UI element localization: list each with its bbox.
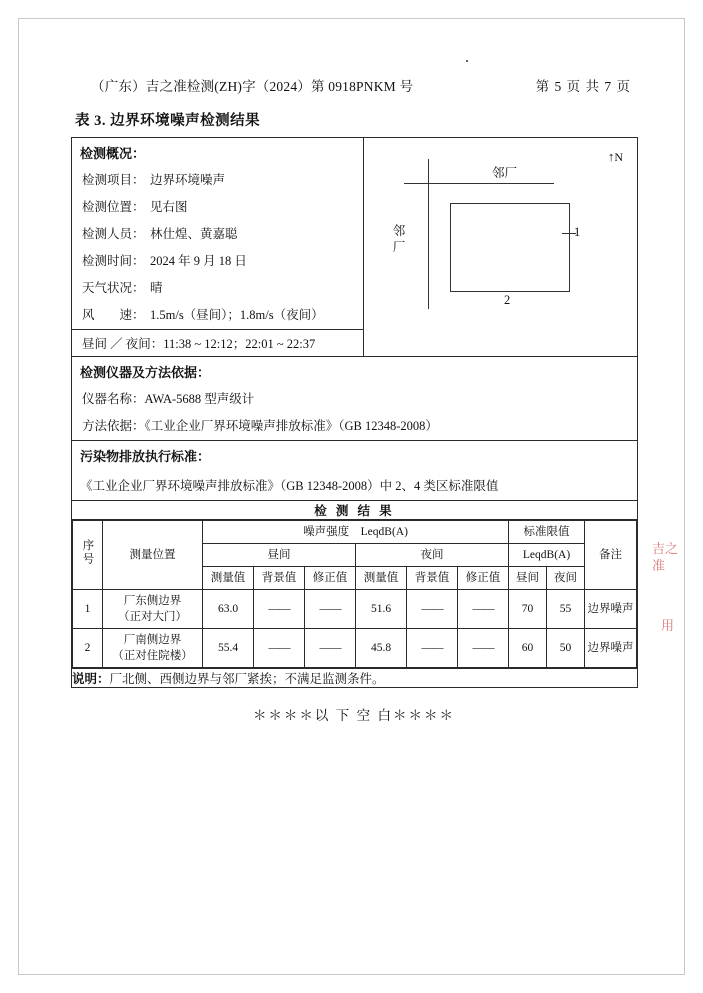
cell-night-measured: 45.8 xyxy=(356,629,407,668)
col-header-night: 夜间 xyxy=(356,544,509,567)
cell-limit-day: 60 xyxy=(509,629,547,668)
col-header-intensity: 噪声强度 LeqdB(A) xyxy=(203,521,509,544)
cell-limit-day: 70 xyxy=(509,590,547,629)
cell-day-corrected: —— xyxy=(305,590,356,629)
note-cell xyxy=(72,669,638,688)
overview-item xyxy=(72,275,363,302)
cell-seq: 2 xyxy=(73,629,103,668)
col-header-night-background: 背景值 xyxy=(407,567,458,590)
col-header-remark: 备注 xyxy=(585,521,637,590)
cell-night-background: —— xyxy=(407,629,458,668)
map-point-1: 1 xyxy=(574,224,581,239)
col-header-day: 昼间 xyxy=(203,544,356,567)
col-header-seq-label: 序号 xyxy=(81,539,94,566)
overview-item-label: 检测时间： xyxy=(82,254,145,268)
instrument-name xyxy=(72,386,637,413)
north-indicator xyxy=(608,149,623,165)
instrument-method-value: 《工业企业厂界环境噪声排放标准》（GB 12348-2008） xyxy=(144,419,438,433)
col-header-limit-unit: LeqdB(A) xyxy=(509,544,585,567)
site-map-cell xyxy=(364,138,638,357)
cell-location xyxy=(103,629,203,668)
cell-remark: 边界噪声 xyxy=(585,590,637,629)
col-header-day-corrected: 修正值 xyxy=(305,567,356,590)
north-label: N xyxy=(614,149,623,164)
overview-cell xyxy=(72,138,364,357)
col-header-night-measured: 测量值 xyxy=(356,567,407,590)
table-caption: 表 3. 边界环境噪声检测结果 xyxy=(75,113,261,129)
results-table-row xyxy=(72,520,638,669)
red-stamp-text-2: 用 xyxy=(660,618,674,633)
instrument-cell xyxy=(72,357,638,441)
overview-item-label: 风 速： xyxy=(82,308,145,322)
overview-item-value: 见右图 xyxy=(150,200,188,214)
cell-day-corrected: —— xyxy=(305,629,356,668)
page-number: 第 5 页 共 7 页 xyxy=(535,79,631,94)
standard-value: 《工业企业厂界环境噪声排放标准》（GB 12348-2008）中 2、4 类区标准限值 xyxy=(80,479,499,493)
standard-title: 污染物排放执行标准： xyxy=(80,449,211,464)
cell-location-line1: 厂南侧边界 xyxy=(123,634,182,646)
overview-item-value: 林仕煌、黄嘉聪 xyxy=(150,227,238,241)
cell-night-background: —— xyxy=(407,590,458,629)
red-stamp-text: 吉之准 xyxy=(652,541,679,573)
cell-day-background: —— xyxy=(254,629,305,668)
overview-item xyxy=(72,248,363,275)
note-label: 说明： xyxy=(72,672,110,686)
instrument-name-value: AWA-5688 型声级计 xyxy=(144,392,255,406)
overview-item xyxy=(72,302,363,329)
instrument-method-label: 方法依据： xyxy=(82,419,145,433)
cell-day-measured: 55.4 xyxy=(203,629,254,668)
overview-item-label: 天气状况： xyxy=(82,281,145,295)
instrument-row xyxy=(72,357,638,441)
cell-night-corrected: —— xyxy=(458,629,509,668)
overview-item-label: 检测项目： xyxy=(82,173,145,187)
overview-item-value: 边界环境噪声 xyxy=(150,173,226,187)
cell-location-line2: （正对大门） xyxy=(118,611,187,623)
standard-row xyxy=(72,441,638,501)
overview-daynight: 昼间 ／ 夜间：11:38 ~ 12:12；22:01 ~ 22:37 xyxy=(72,329,363,356)
overview-item-label: 检测人员： xyxy=(82,227,145,241)
map-point-1-tick-v xyxy=(569,225,570,241)
table-row xyxy=(73,590,637,629)
instrument-name-label: 仪器名称： xyxy=(82,392,145,406)
cell-night-corrected: —— xyxy=(458,590,509,629)
col-header-limit: 标准限值 xyxy=(509,521,585,544)
cell-seq: 1 xyxy=(73,590,103,629)
map-road-horizontal xyxy=(404,183,554,184)
col-header-day-measured: 测量值 xyxy=(203,567,254,590)
blank-marker: ＊＊＊＊以 下 空 白＊＊＊＊ xyxy=(252,708,456,723)
col-header-day-background: 背景值 xyxy=(254,567,305,590)
instrument-method xyxy=(72,413,637,440)
table-row xyxy=(73,629,637,668)
overview-item-value: 1.5m/s（昼间）；1.8m/s（夜间） xyxy=(150,308,324,322)
scanned-sheet xyxy=(18,18,685,975)
cell-day-measured: 63.0 xyxy=(203,590,254,629)
col-header-location: 测量位置 xyxy=(103,521,203,590)
scan-artifact-dot xyxy=(466,60,468,62)
report-number: （广东）吉之准检测(ZH)字（2024）第 0918PNKM 号 xyxy=(91,79,414,94)
cell-limit-night: 50 xyxy=(547,629,585,668)
page-content xyxy=(71,75,637,724)
results-header-row-1 xyxy=(73,521,637,544)
map-label-neighbor-left: 邻厂 xyxy=(392,223,406,254)
cell-location-line1: 厂东侧边界 xyxy=(123,595,182,607)
col-header-limit-night: 夜间 xyxy=(547,567,585,590)
note-value: 厂北侧、西侧边界与邻厂紧挨；不满足监测条件。 xyxy=(109,672,385,686)
overview-item xyxy=(72,167,363,194)
overview-title: 检测概况： xyxy=(80,146,146,161)
instrument-title: 检测仪器及方法依据： xyxy=(80,365,211,380)
cell-day-background: —— xyxy=(254,590,305,629)
col-header-night-corrected: 修正值 xyxy=(458,567,509,590)
results-title: 检 测 结 果 xyxy=(72,501,638,520)
cell-limit-night: 55 xyxy=(547,590,585,629)
overview-item-value: 晴 xyxy=(150,281,163,295)
results-table xyxy=(72,520,637,668)
cell-location xyxy=(103,590,203,629)
results-title-row xyxy=(72,501,638,520)
page-header xyxy=(71,75,637,95)
map-factory-boundary xyxy=(450,203,570,292)
overview-item-value: 2024 年 9 月 18 日 xyxy=(150,254,247,268)
map-road-vertical xyxy=(428,159,429,309)
overview-row xyxy=(72,138,638,357)
overview-item-label: 检测位置： xyxy=(82,200,145,214)
main-table xyxy=(71,137,638,688)
cell-remark: 边界噪声 xyxy=(585,629,637,668)
col-header-seq xyxy=(73,521,103,590)
overview-item xyxy=(72,194,363,221)
site-map xyxy=(364,141,637,354)
results-table-cell xyxy=(72,520,638,669)
north-arrow-icon: ↑ xyxy=(607,148,615,164)
overview-item xyxy=(72,221,363,248)
map-label-neighbor-top: 邻厂 xyxy=(492,165,518,180)
cell-night-measured: 51.6 xyxy=(356,590,407,629)
map-point-2: 2 xyxy=(504,292,511,307)
col-header-limit-day: 昼间 xyxy=(509,567,547,590)
note-row xyxy=(72,669,638,688)
standard-cell xyxy=(72,441,638,501)
cell-location-line2: （正对住院楼） xyxy=(112,650,193,662)
